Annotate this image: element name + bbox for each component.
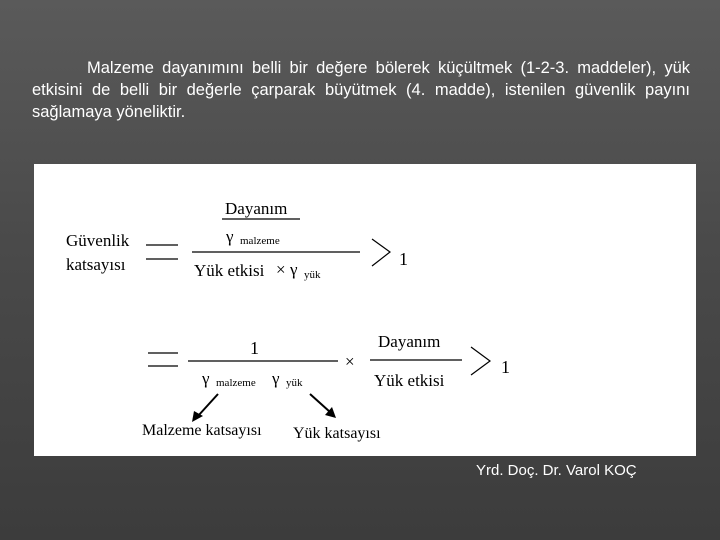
eq2-numerator: 1 — [250, 338, 259, 358]
eq2-dayanim: Dayanım — [378, 332, 441, 351]
eq1-yuk-etkisi: Yük etkisi — [194, 261, 265, 280]
safety-factor-label-1: Güvenlik — [66, 231, 130, 250]
eq2-gamma-malzeme: γ — [202, 369, 210, 388]
eq2-sub-yuk: yük — [286, 377, 303, 389]
eq2-one: 1 — [501, 357, 510, 377]
eq2-times: × — [345, 352, 355, 371]
author-footer: Yrd. Doç. Dr. Varol KOÇ — [476, 462, 637, 479]
eq2-gamma-yuk: γ — [272, 369, 280, 388]
eq2-yuk-etkisi: Yük etkisi — [374, 371, 445, 390]
eq1-gamma-malzeme: γ — [226, 227, 234, 246]
eq1-sub-malzeme: malzeme — [240, 235, 280, 247]
formula-figure — [34, 164, 696, 456]
eq1-times: × — [276, 260, 286, 279]
eq1-gamma-yuk: γ — [290, 260, 298, 279]
arrow-yuk-line — [310, 394, 330, 412]
eq1-sub-yuk: yük — [304, 269, 321, 281]
eq1-greater-than — [372, 239, 390, 266]
eq2-sub-malzeme: malzeme — [216, 377, 256, 389]
slide-paragraph: Malzeme dayanımını belli bir değere bölerek küçültmek (1-2-3. maddeler), yük etkisini de belli bir değerle çarparak büyütmek (4. madde), istenilen güvenlik payını sağlamaya yöneliktir. — [32, 59, 690, 121]
formula-diagram — [34, 164, 696, 456]
eq1-one: 1 — [399, 249, 408, 269]
annotation-yuk-katsayisi: Yük katsayısı — [293, 425, 381, 442]
arrow-malzeme-line — [198, 394, 218, 416]
eq2-greater-than — [471, 347, 490, 375]
annotation-malzeme-katsayisi: Malzeme katsayısı — [142, 422, 262, 439]
eq1-dayanim: Dayanım — [225, 199, 288, 218]
safety-factor-label-2: katsayısı — [66, 255, 126, 274]
